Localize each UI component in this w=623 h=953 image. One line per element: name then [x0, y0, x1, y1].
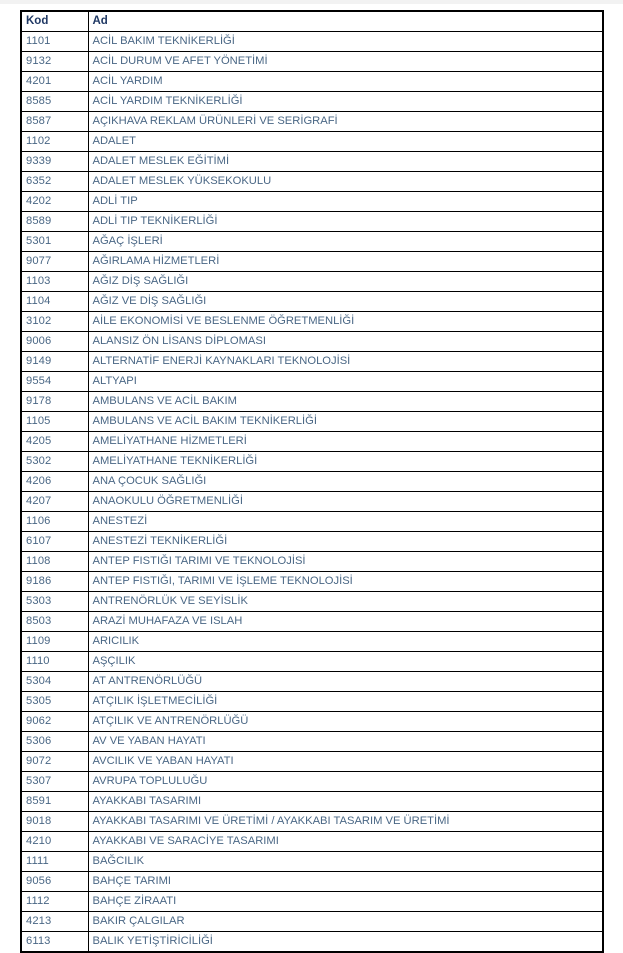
table-row: [21, 152, 603, 172]
cell-kod: 1109: [21, 632, 88, 652]
table-row: [21, 632, 603, 652]
table-container: [20, 10, 602, 953]
cell-kod: 8585: [21, 92, 88, 112]
cell-kod: 9006: [21, 332, 88, 352]
cell-kod: 4202: [21, 192, 88, 212]
table-row: [21, 752, 603, 772]
cell-ad: ANESTEZİ TEKNİKERLİĞİ: [88, 532, 603, 552]
table-row: [21, 812, 603, 832]
cell-ad: ANTEP FISTIĞI TARIMI VE TEKNOLOJİSİ: [88, 552, 603, 572]
cell-ad: AVRUPA TOPLULUĞU: [88, 772, 603, 792]
cell-ad: ARAZİ MUHAFAZA VE ISLAH: [88, 612, 603, 632]
table-row: [21, 932, 603, 953]
cell-ad: BAKIR ÇALGILAR: [88, 912, 603, 932]
table-row: [21, 552, 603, 572]
cell-ad: ANTRENÖRLÜK VE SEYİSLİK: [88, 592, 603, 612]
cell-kod: 1102: [21, 132, 88, 152]
table-row: [21, 532, 603, 552]
cell-kod: 1105: [21, 412, 88, 432]
cell-kod: 9062: [21, 712, 88, 732]
cell-ad: ADALET MESLEK EĞİTİMİ: [88, 152, 603, 172]
cell-kod: 8589: [21, 212, 88, 232]
cell-ad: AMELİYATHANE TEKNİKERLİĞİ: [88, 452, 603, 472]
cell-kod: 6352: [21, 172, 88, 192]
cell-ad: BAHÇE TARIMI: [88, 872, 603, 892]
cell-ad: ARICILIK: [88, 632, 603, 652]
cell-ad: AĞIZ DİŞ SAĞLIĞI: [88, 272, 603, 292]
cell-kod: 5306: [21, 732, 88, 752]
cell-kod: 5305: [21, 692, 88, 712]
cell-ad: AMELİYATHANE HİZMETLERİ: [88, 432, 603, 452]
cell-ad: AYAKKABI TASARIMI: [88, 792, 603, 812]
cell-kod: 1101: [21, 32, 88, 52]
cell-ad: ADLİ TIP: [88, 192, 603, 212]
cell-kod: 3102: [21, 312, 88, 332]
cell-kod: 9056: [21, 872, 88, 892]
table-row: [21, 252, 603, 272]
cell-ad: ACİL DURUM VE AFET YÖNETİMİ: [88, 52, 603, 72]
cell-kod: 4205: [21, 432, 88, 452]
cell-ad: AYAKKABI TASARIMI VE ÜRETİMİ / AYAKKABI TASARIM VE ÜRETİMİ: [88, 812, 603, 832]
table-row: [21, 212, 603, 232]
cell-kod: 8587: [21, 112, 88, 132]
cell-ad: ADALET MESLEK YÜKSEKOKULU: [88, 172, 603, 192]
cell-kod: 4210: [21, 832, 88, 852]
cell-kod: 4206: [21, 472, 88, 492]
table-row: [21, 272, 603, 292]
cell-ad: AÇIKHAVA REKLAM ÜRÜNLERİ VE SERİGRAFİ: [88, 112, 603, 132]
cell-kod: 5302: [21, 452, 88, 472]
cell-ad: ALTYAPI: [88, 372, 603, 392]
cell-ad: AĞIRLAMA HİZMETLERİ: [88, 252, 603, 272]
table-row: [21, 872, 603, 892]
cell-kod: 9072: [21, 752, 88, 772]
cell-kod: 9077: [21, 252, 88, 272]
cell-kod: 1111: [21, 852, 88, 872]
cell-ad: ACİL BAKIM TEKNİKERLİĞİ: [88, 32, 603, 52]
table-row: [21, 172, 603, 192]
cell-ad: ADLİ TIP TEKNİKERLİĞİ: [88, 212, 603, 232]
cell-ad: ALTERNATİF ENERJİ KAYNAKLARI TEKNOLOJİSİ: [88, 352, 603, 372]
table-row: [21, 852, 603, 872]
table-header: [21, 11, 603, 32]
table-row: [21, 432, 603, 452]
table-row: [21, 652, 603, 672]
table-row: [21, 312, 603, 332]
cell-kod: 1110: [21, 652, 88, 672]
cell-kod: 5304: [21, 672, 88, 692]
cell-kod: 1103: [21, 272, 88, 292]
cell-kod: 9132: [21, 52, 88, 72]
cell-kod: 1108: [21, 552, 88, 572]
cell-kod: 5307: [21, 772, 88, 792]
table-row: [21, 132, 603, 152]
cell-kod: 1112: [21, 892, 88, 912]
table-row: [21, 72, 603, 92]
cell-kod: 9554: [21, 372, 88, 392]
table-row: [21, 92, 603, 112]
cell-kod: 4207: [21, 492, 88, 512]
cell-kod: 1106: [21, 512, 88, 532]
table-header-row: [21, 11, 603, 32]
table-row: [21, 412, 603, 432]
cell-ad: BAHÇE ZİRAATI: [88, 892, 603, 912]
table-body: [21, 32, 603, 953]
cell-kod: 5301: [21, 232, 88, 252]
cell-kod: 1104: [21, 292, 88, 312]
cell-kod: 6107: [21, 532, 88, 552]
cell-ad: ACİL YARDIM: [88, 72, 603, 92]
cell-ad: AV VE YABAN HAYATI: [88, 732, 603, 752]
table-row: [21, 572, 603, 592]
cell-ad: ATÇILIK İŞLETMECİLİĞİ: [88, 692, 603, 712]
table-row: [21, 492, 603, 512]
table-row: [21, 192, 603, 212]
cell-kod: 9178: [21, 392, 88, 412]
table-row: [21, 112, 603, 132]
cell-ad: AMBULANS VE ACİL BAKIM TEKNİKERLİĞİ: [88, 412, 603, 432]
page-top-edge-band: [0, 0, 623, 4]
cell-ad: ALANSIZ ÖN LİSANS DİPLOMASI: [88, 332, 603, 352]
cell-ad: AMBULANS VE ACİL BAKIM: [88, 392, 603, 412]
table-row: [21, 332, 603, 352]
kod-ad-table: [20, 10, 604, 953]
cell-ad: BALIK YETİŞTİRİCİLİĞİ: [88, 932, 603, 953]
cell-ad: AVCILIK VE YABAN HAYATI: [88, 752, 603, 772]
column-header-kod: Kod: [21, 11, 88, 32]
cell-kod: 8591: [21, 792, 88, 812]
table-row: [21, 732, 603, 752]
table-row: [21, 772, 603, 792]
table-row: [21, 52, 603, 72]
table-row: [21, 832, 603, 852]
cell-ad: AT ANTRENÖRLÜĞÜ: [88, 672, 603, 692]
cell-ad: ATÇILIK VE ANTRENÖRLÜĞÜ: [88, 712, 603, 732]
table-row: [21, 712, 603, 732]
cell-kod: 9149: [21, 352, 88, 372]
table-row: [21, 672, 603, 692]
table-row: [21, 292, 603, 312]
table-row: [21, 392, 603, 412]
cell-ad: AYAKKABI VE SARACİYE TASARIMI: [88, 832, 603, 852]
cell-ad: AĞIZ VE DİŞ SAĞLIĞI: [88, 292, 603, 312]
cell-ad: ANTEP FISTIĞI, TARIMI VE İŞLEME TEKNOLOJİSİ: [88, 572, 603, 592]
cell-ad: AŞÇILIK: [88, 652, 603, 672]
cell-kod: 6113: [21, 932, 88, 953]
table-row: [21, 232, 603, 252]
cell-ad: ADALET: [88, 132, 603, 152]
column-header-ad: Ad: [88, 11, 603, 32]
table-row: [21, 452, 603, 472]
cell-kod: 9339: [21, 152, 88, 172]
table-row: [21, 472, 603, 492]
cell-ad: AĞAÇ İŞLERİ: [88, 232, 603, 252]
table-row: [21, 612, 603, 632]
table-row: [21, 912, 603, 932]
cell-ad: ANA ÇOCUK SAĞLIĞI: [88, 472, 603, 492]
table-row: [21, 892, 603, 912]
cell-ad: AİLE EKONOMİSİ VE BESLENME ÖĞRETMENLİĞİ: [88, 312, 603, 332]
cell-kod: 8503: [21, 612, 88, 632]
table-row: [21, 372, 603, 392]
table-row: [21, 32, 603, 52]
table-row: [21, 592, 603, 612]
cell-kod: 9186: [21, 572, 88, 592]
cell-kod: 9018: [21, 812, 88, 832]
table-row: [21, 792, 603, 812]
table-row: [21, 352, 603, 372]
cell-ad: ANAOKULU ÖĞRETMENLİĞİ: [88, 492, 603, 512]
table-row: [21, 512, 603, 532]
cell-ad: BAĞCILIK: [88, 852, 603, 872]
cell-kod: 4201: [21, 72, 88, 92]
cell-ad: ANESTEZİ: [88, 512, 603, 532]
table-row: [21, 692, 603, 712]
cell-kod: 4213: [21, 912, 88, 932]
cell-kod: 5303: [21, 592, 88, 612]
cell-ad: ACİL YARDIM TEKNİKERLİĞİ: [88, 92, 603, 112]
